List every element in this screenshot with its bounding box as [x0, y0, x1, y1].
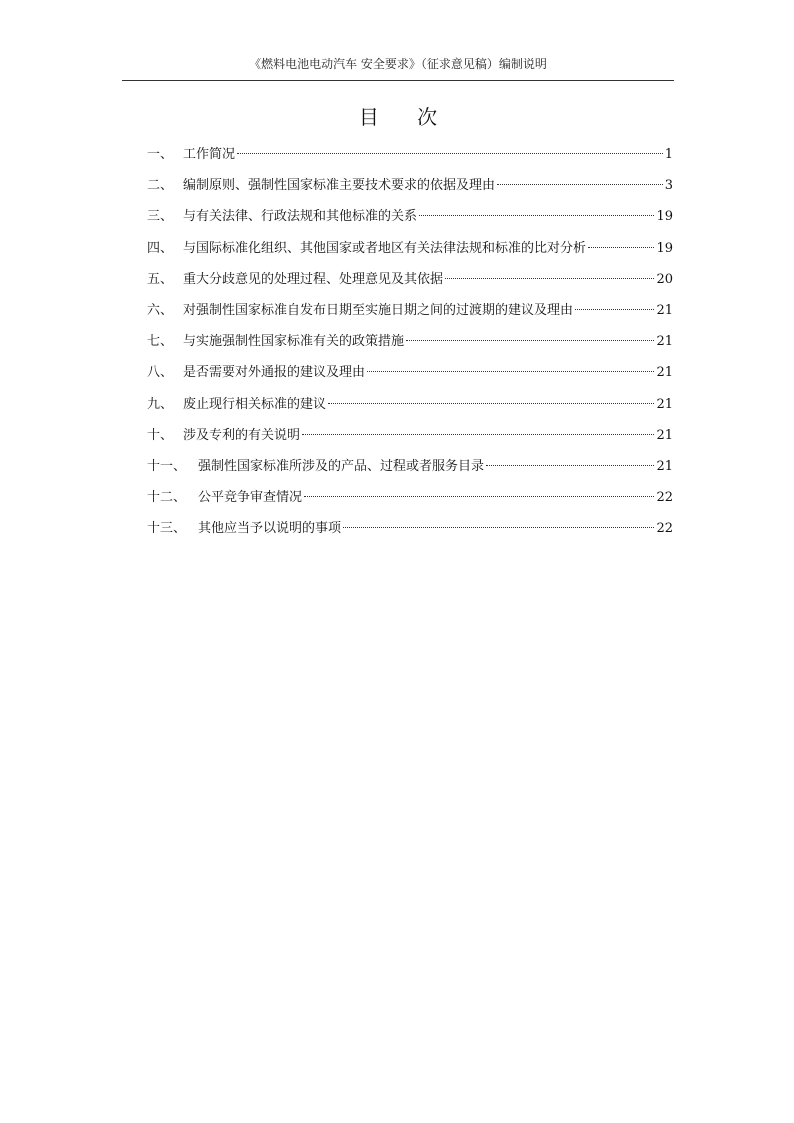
- toc-entry-page: 21: [656, 365, 673, 381]
- toc-entry-4[interactable]: [147, 237, 673, 268]
- toc-entry-number: 六、: [147, 302, 174, 318]
- toc-entry-page: 21: [656, 396, 673, 412]
- toc-entry-number: 八、: [147, 365, 174, 381]
- toc-entry-title: 工作简况: [183, 147, 236, 162]
- toc-entry-title: 与国际标准化组织、其他国家或者地区有关法律法规和标准的比对分析: [183, 240, 587, 256]
- toc-entry-13[interactable]: [147, 517, 673, 548]
- toc-entry-9[interactable]: [147, 393, 673, 424]
- toc-entry-page: 21: [656, 427, 673, 443]
- toc-entry-1[interactable]: [147, 143, 673, 174]
- dot-leader: [328, 403, 654, 404]
- dot-leader: [445, 278, 654, 279]
- dot-leader: [237, 153, 663, 154]
- toc-entry-2[interactable]: [147, 174, 673, 205]
- toc-entry-number: 二、: [147, 178, 174, 194]
- toc-entry-title: 与有关法律、行政法规和其他标准的关系: [183, 209, 418, 225]
- toc-entry-3[interactable]: [147, 205, 673, 236]
- toc-entry-number: 三、: [147, 209, 174, 225]
- toc-entry-number: 七、: [147, 334, 174, 350]
- toc-entry-page: 20: [656, 271, 673, 287]
- toc-entry-title: 公平竞争审查情况: [198, 490, 303, 506]
- toc-entry-11[interactable]: [147, 455, 673, 486]
- dot-leader: [486, 465, 654, 466]
- toc-entry-12[interactable]: [147, 486, 673, 517]
- toc-entry-title: 与实施强制性国家标准有关的政策措施: [183, 334, 405, 350]
- toc-entry-page: 3: [664, 178, 673, 194]
- toc-entry-number: 五、: [147, 271, 174, 287]
- toc-entry-page: 21: [656, 334, 673, 350]
- toc-entry-title: 对强制性国家标准自发布日期至实施日期之间的过渡期的建议及理由: [183, 302, 574, 318]
- toc-entry-number: 十三、: [147, 521, 187, 537]
- header-divider: [122, 80, 674, 81]
- toc-entry-number: 四、: [147, 240, 174, 256]
- dot-leader: [419, 215, 654, 216]
- running-header: 《燃料电池电动汽车 安全要求》（征求意见稿）编制说明: [249, 57, 547, 71]
- toc-entry-page: 21: [656, 458, 673, 474]
- dot-leader: [367, 371, 654, 372]
- toc-entry-title: 废止现行相关标准的建议: [183, 396, 327, 412]
- toc-title: 目 次: [358, 105, 454, 129]
- dot-leader: [302, 434, 654, 435]
- toc-entry-6[interactable]: [147, 299, 673, 330]
- toc-entry-page: 22: [656, 490, 673, 506]
- toc-entry-title: 重大分歧意见的处理过程、处理意见及其依据: [183, 271, 444, 287]
- toc-entry-title: 涉及专利的有关说明: [183, 427, 301, 443]
- toc-entry-7[interactable]: [147, 330, 673, 361]
- toc-entry-title: 强制性国家标准所涉及的产品、过程或者服务目录: [198, 458, 485, 474]
- toc-entry-number: 十一、: [147, 458, 187, 474]
- dot-leader: [588, 247, 654, 248]
- dot-leader: [497, 184, 663, 185]
- toc-entry-page: 19: [656, 209, 673, 225]
- toc-entry-page: 1: [664, 147, 673, 162]
- toc-entry-page: 21: [656, 302, 673, 318]
- toc-entry-number: 十、: [147, 427, 174, 443]
- toc-entry-number: 一、: [147, 147, 174, 162]
- toc-entry-title: 是否需要对外通报的建议及理由: [183, 365, 366, 381]
- toc-entry-number: 九、: [147, 396, 174, 412]
- toc-entry-title: 其他应当予以说明的事项: [198, 521, 342, 537]
- toc-entry-page: 22: [656, 521, 673, 537]
- toc-entry-8[interactable]: [147, 361, 673, 392]
- dot-leader: [406, 340, 654, 341]
- dot-leader: [304, 496, 654, 497]
- table-of-contents: [147, 143, 673, 548]
- toc-entry-number: 十二、: [147, 490, 187, 506]
- dot-leader: [575, 309, 654, 310]
- toc-entry-10[interactable]: [147, 424, 673, 455]
- dot-leader: [343, 527, 654, 528]
- toc-entry-page: 19: [656, 240, 673, 256]
- toc-entry-title: 编制原则、强制性国家标准主要技术要求的依据及理由: [183, 178, 496, 194]
- toc-entry-5[interactable]: [147, 268, 673, 299]
